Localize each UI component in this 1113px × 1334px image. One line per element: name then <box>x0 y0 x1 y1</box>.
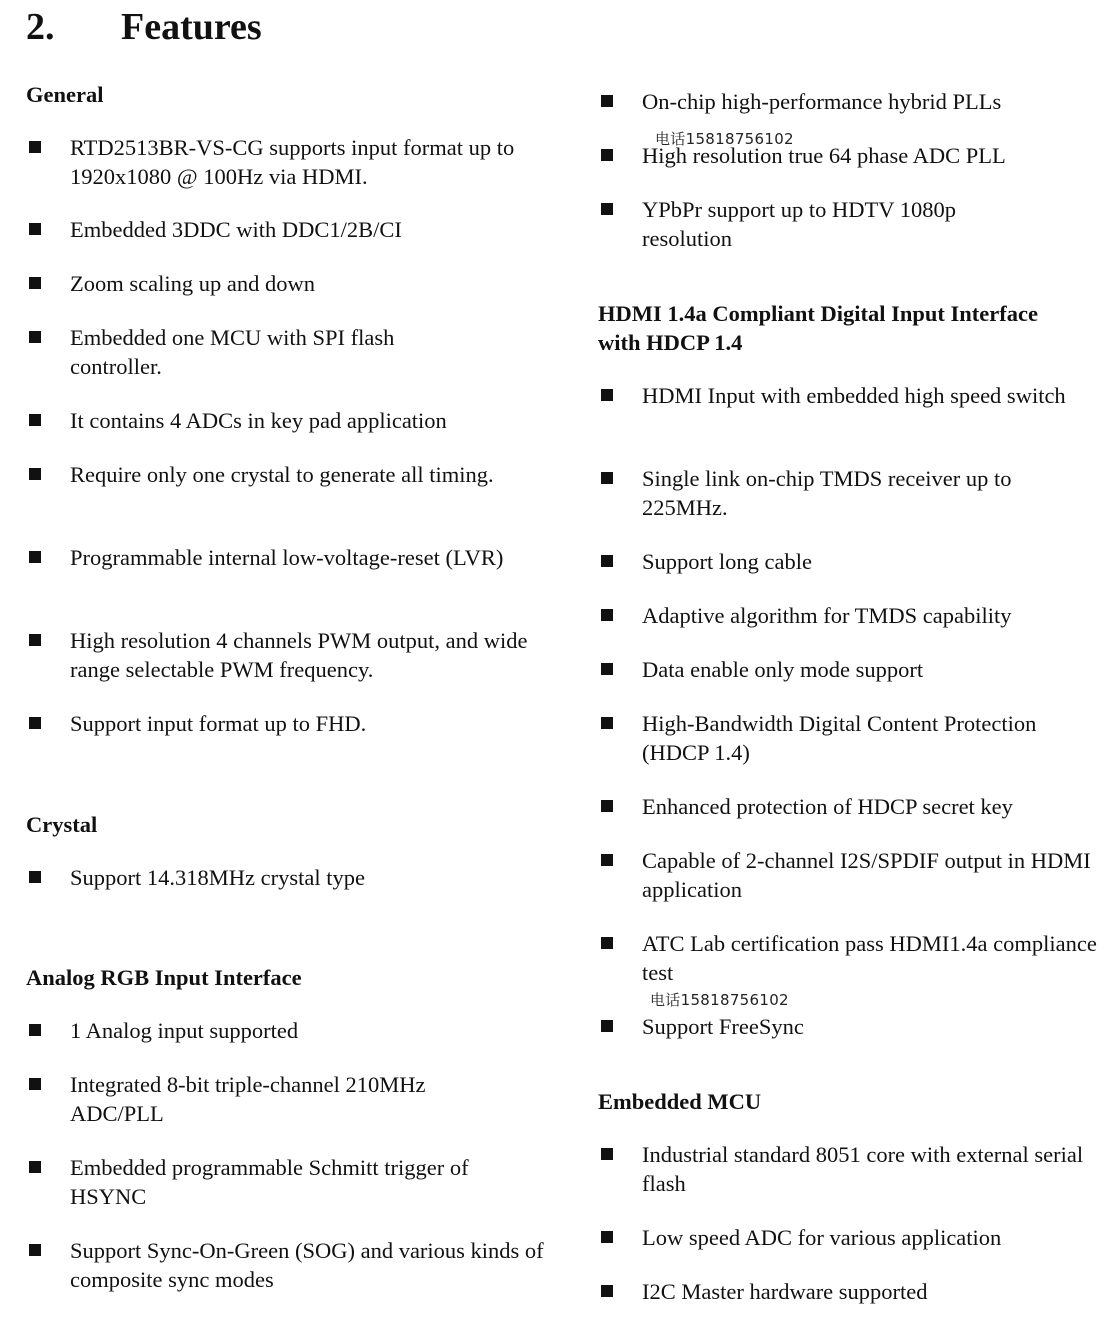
list-item-text: YPbPr support up to HDTV 1080p resolution <box>642 197 956 251</box>
list-item <box>26 626 546 684</box>
list-item <box>598 655 1103 684</box>
bullet-icon <box>601 555 613 567</box>
section-number: 2. <box>26 6 55 48</box>
list-item-text: I2C Master hardware supported <box>642 1279 928 1304</box>
list-item-text: 1 Analog input supported <box>70 1018 299 1043</box>
list-item <box>598 709 1103 767</box>
bullet-icon <box>29 551 41 563</box>
phone-watermark: 电话15818756102 <box>650 991 789 1009</box>
list-item-text: Embedded 3DDC with DDC1/2B/CI <box>70 217 402 242</box>
list-item <box>26 709 546 738</box>
bullet-icon <box>29 414 41 426</box>
list-item-text: ATC Lab certification pass HDMI1.4a compliance test <box>642 931 1097 985</box>
list-item <box>598 195 1023 253</box>
list-item <box>26 323 446 381</box>
heading-hdmi <box>598 299 1038 357</box>
bullet-icon <box>601 609 613 621</box>
bullet-icon <box>29 871 41 883</box>
heading-general: General <box>26 82 104 107</box>
bullet-icon <box>29 1244 41 1256</box>
list-item-text: Single link on-chip TMDS receiver up to 225MHz. <box>642 466 1012 520</box>
bullet-icon <box>601 800 613 812</box>
list-item <box>598 464 1083 522</box>
bullet-icon <box>601 472 613 484</box>
list-item <box>598 87 1103 116</box>
list-item <box>598 792 1103 821</box>
bullet-icon <box>29 223 41 235</box>
list-item <box>26 133 546 191</box>
list-item-text: Adaptive algorithm for TMDS capability <box>642 603 1012 628</box>
bullet-icon <box>29 634 41 646</box>
list-item <box>598 846 1103 904</box>
list-item-text: Industrial standard 8051 core with external serial flash <box>642 1142 1084 1196</box>
bullet-icon <box>29 717 41 729</box>
list-item <box>26 863 546 892</box>
list-item-text: Embedded one MCU with SPI flash controller. <box>70 325 395 379</box>
list-item-text: Capable of 2-channel I2S/SPDIF output in HDMI application <box>642 848 1091 902</box>
list-item-text: Integrated 8-bit triple-channel 210MHz ADC/PLL <box>70 1072 426 1126</box>
list-item-text: Programmable internal low-voltage-reset (LVR) <box>70 545 504 570</box>
list-item <box>26 215 546 244</box>
bullet-icon <box>29 141 41 153</box>
bullet-icon <box>601 854 613 866</box>
list-item-text: Enhanced protection of HDCP secret key <box>642 794 1013 819</box>
list-item <box>598 1223 1103 1252</box>
heading-analog-rgb: Analog RGB Input Interface <box>26 965 302 990</box>
list-item-text: Zoom scaling up and down <box>70 271 315 296</box>
bullet-icon <box>601 937 613 949</box>
phone-watermark: 电话15818756102 <box>655 130 794 148</box>
bullet-icon <box>601 389 613 401</box>
bullet-icon <box>29 277 41 289</box>
list-item-text: Support Sync-On-Green (SOG) and various kinds of composite sync modes <box>70 1238 544 1292</box>
list-item-text: Require only one crystal to generate all timing. <box>70 462 494 487</box>
list-item-text: Data enable only mode support <box>642 657 924 682</box>
list-item-text: Low speed ADC for various application <box>642 1225 1002 1250</box>
list-item-text: It contains 4 ADCs in key pad application <box>70 408 447 433</box>
list-item <box>26 1153 546 1211</box>
bullet-icon <box>29 1078 41 1090</box>
heading-hdmi-line1: HDMI 1.4a Compliant Digital Input Interface <box>598 301 1038 326</box>
list-item-text: High resolution true 64 phase ADC PLL <box>642 143 1006 168</box>
bullet-icon <box>601 149 613 161</box>
bullet-icon <box>601 717 613 729</box>
list-item <box>598 929 1103 987</box>
section-title <box>26 2 262 52</box>
section-title-text: Features <box>121 6 262 48</box>
list-item <box>26 269 546 298</box>
list-item-text: Support FreeSync <box>642 1014 804 1039</box>
heading-crystal: Crystal <box>26 812 98 837</box>
list-item-text: RTD2513BR-VS-CG supports input format up to 1920x1080 @ 100Hz via HDMI. <box>70 135 515 189</box>
heading-embedded-mcu: Embedded MCU <box>598 1089 762 1114</box>
list-item <box>26 460 506 489</box>
list-item <box>26 543 516 572</box>
list-item-text: Support long cable <box>642 549 812 574</box>
bullet-icon <box>601 1285 613 1297</box>
list-item <box>598 1140 1103 1198</box>
bullet-icon <box>601 663 613 675</box>
bullet-icon <box>29 1161 41 1173</box>
list-item <box>26 1016 546 1045</box>
list-item <box>598 1012 1103 1041</box>
bullet-icon <box>29 1024 41 1036</box>
list-item-text: HDMI Input with embedded high speed switch <box>642 383 1066 408</box>
list-item <box>26 406 546 435</box>
list-item-text: On-chip high-performance hybrid PLLs <box>642 89 1002 114</box>
bullet-icon <box>601 95 613 107</box>
list-item-text: Support 14.318MHz crystal type <box>70 865 365 890</box>
bullet-icon <box>29 468 41 480</box>
list-item <box>598 547 1103 576</box>
list-item-text: Support input format up to FHD. <box>70 711 367 736</box>
list-item-text: High-Bandwidth Digital Content Protection (HDCP 1.4) <box>642 711 1037 765</box>
list-item <box>598 601 1103 630</box>
bullet-icon <box>601 203 613 215</box>
bullet-icon <box>29 331 41 343</box>
bullet-icon <box>601 1231 613 1243</box>
list-item <box>26 1070 506 1128</box>
list-item-text: Embedded programmable Schmitt trigger of HSYNC <box>70 1155 469 1209</box>
list-item <box>26 1236 546 1294</box>
list-item <box>598 381 1073 410</box>
list-item <box>598 1277 1103 1306</box>
bullet-icon <box>601 1020 613 1032</box>
bullet-icon <box>601 1148 613 1160</box>
list-item-text: High resolution 4 channels PWM output, and wide range selectable PWM frequency. <box>70 628 528 682</box>
heading-hdmi-line2: with HDCP 1.4 <box>598 330 743 355</box>
